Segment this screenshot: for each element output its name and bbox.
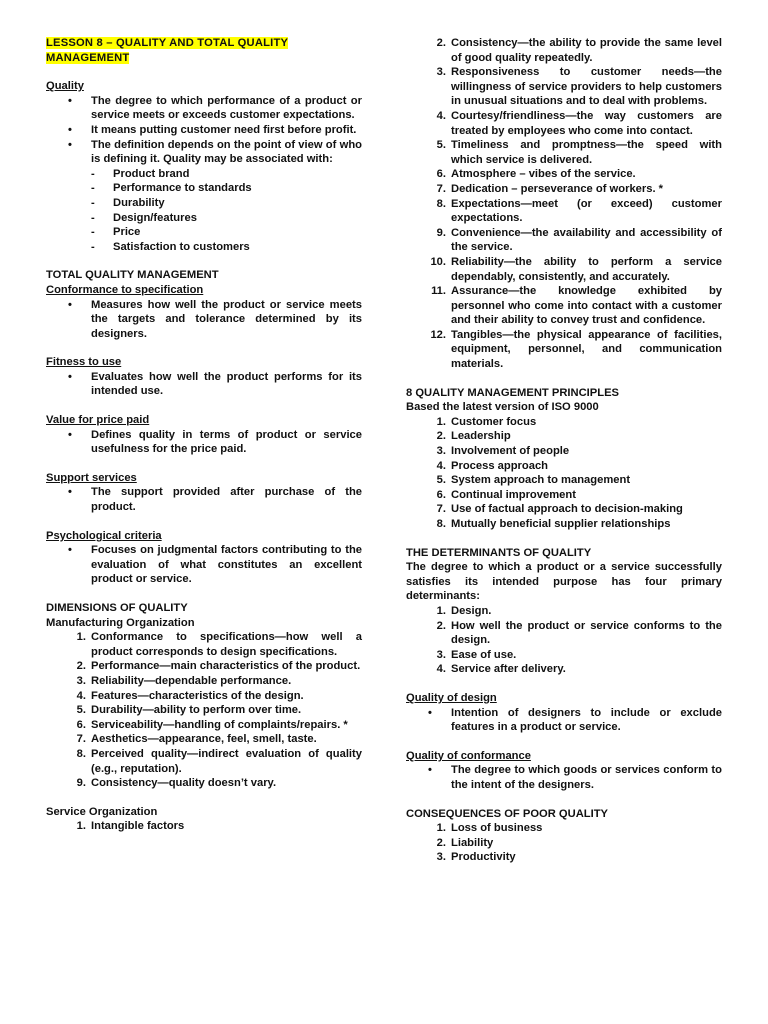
list-text: How well the product or service conforms to the design. bbox=[451, 619, 722, 647]
conformance-heading: Conformance to specification bbox=[46, 283, 204, 296]
list-number: 9. bbox=[436, 226, 446, 239]
association-item: - Price bbox=[91, 225, 362, 240]
consequences-heading: CONSEQUENCES OF POOR QUALITY bbox=[406, 807, 609, 820]
list-number: 3. bbox=[436, 851, 446, 864]
list-item bbox=[406, 517, 722, 532]
association-item: - Performance to standards bbox=[91, 181, 362, 196]
list-text: Productivity bbox=[451, 851, 516, 864]
list-item bbox=[406, 226, 722, 255]
list-text: Reliability—the ability to perform a service dependably, consistently, and accurately. bbox=[451, 255, 722, 283]
list-text: Intangible factors bbox=[91, 820, 185, 833]
list-text: Consistency—quality doesn’t vary. bbox=[91, 777, 277, 790]
list-item bbox=[406, 429, 722, 444]
list-text: Involvement of people bbox=[451, 445, 570, 458]
service-list-start bbox=[46, 819, 362, 834]
determinants-heading: THE DETERMINANTS OF QUALITY bbox=[406, 546, 592, 559]
association-item: - Design/features bbox=[91, 211, 362, 226]
fitness-heading: Fitness to use bbox=[46, 356, 122, 369]
association-item: - Durability bbox=[91, 196, 362, 211]
support-heading: Support services bbox=[46, 471, 137, 484]
fitness-bullet: • Evaluates how well the product performs for its intended use. bbox=[46, 370, 362, 399]
list-item bbox=[46, 689, 362, 704]
list-number: 2. bbox=[436, 430, 446, 443]
quality-bullet-3-text: The definition depends on the point of view of who is defining it. Quality may be associated with: bbox=[91, 138, 362, 166]
quality-bullet-3 bbox=[46, 138, 362, 255]
list-number: 7. bbox=[436, 503, 446, 516]
list-item bbox=[46, 703, 362, 718]
quality-of-design-heading: Quality of design bbox=[406, 691, 497, 704]
list-number: 6. bbox=[436, 168, 446, 181]
list-text: Features—characteristics of the design. bbox=[91, 689, 304, 702]
list-text: Ease of use. bbox=[451, 648, 517, 661]
list-item bbox=[406, 167, 722, 182]
psych-heading: Psychological criteria bbox=[46, 529, 162, 542]
list-number: 9. bbox=[76, 777, 86, 790]
list-number: 1. bbox=[436, 604, 446, 617]
list-number: 6. bbox=[76, 718, 86, 731]
manufacturing-list bbox=[46, 630, 362, 791]
list-number: 1. bbox=[436, 415, 446, 428]
list-item bbox=[406, 502, 722, 517]
list-item bbox=[406, 138, 722, 167]
list-text: Design. bbox=[451, 604, 492, 617]
list-text: Tangibles—the physical appearance of facilities, equipment, personnel, and communication materials. bbox=[451, 328, 722, 371]
principles-subheading: Based the latest version of ISO 9000 bbox=[406, 401, 599, 414]
fitness-bullets bbox=[46, 370, 362, 399]
list-number: 3. bbox=[436, 445, 446, 458]
list-number: 2. bbox=[436, 836, 446, 849]
list-item bbox=[406, 65, 722, 109]
determinants-intro: The degree to which a product or a service successfully satisfies its intended purpose has four primary determinants: bbox=[406, 561, 722, 603]
conformance-bullets bbox=[46, 298, 362, 342]
association-item: - Product brand bbox=[91, 167, 362, 182]
quality-of-design-bullet: • Intention of designers to include or exclude features in a product or service. bbox=[406, 706, 722, 735]
list-number: 5. bbox=[436, 474, 446, 487]
list-item bbox=[406, 109, 722, 138]
value-bullet: • Defines quality in terms of product or service usefulness for the price paid. bbox=[46, 428, 362, 457]
list-number: 3. bbox=[436, 66, 446, 79]
list-number: 8. bbox=[436, 518, 446, 530]
list-number: 12. bbox=[430, 328, 446, 341]
list-text: Service after delivery. bbox=[451, 663, 566, 676]
list-number: 2. bbox=[436, 37, 446, 49]
quality-of-conformance-heading: Quality of conformance bbox=[406, 749, 531, 762]
dimensions-heading: DIMENSIONS OF QUALITY bbox=[46, 602, 188, 614]
list-text: Serviceability—handling of complaints/repairs. * bbox=[91, 718, 348, 731]
list-number: 4. bbox=[436, 459, 446, 472]
list-item bbox=[406, 36, 722, 65]
manufacturing-heading: Manufacturing Organization bbox=[46, 616, 195, 629]
list-text: Leadership bbox=[451, 430, 511, 443]
list-text: Responsiveness to customer needs—the willingness of service providers to help customers in unusual situations and to deal with problems. bbox=[451, 66, 722, 108]
list-item bbox=[406, 255, 722, 284]
list-item bbox=[46, 747, 362, 776]
list-number: 6. bbox=[436, 488, 446, 501]
list-item bbox=[406, 662, 722, 677]
list-item bbox=[406, 182, 722, 197]
quality-bullet-1: • The degree to which performance of a product or service meets or exceeds customer expectations. bbox=[46, 94, 362, 123]
list-text: Expectations—meet (or exceed) customer expectations. bbox=[451, 197, 722, 225]
list-item bbox=[46, 718, 362, 733]
list-item bbox=[406, 821, 722, 836]
left-column bbox=[46, 36, 362, 834]
list-item bbox=[46, 674, 362, 689]
list-number: 4. bbox=[436, 109, 446, 122]
list-item bbox=[46, 732, 362, 747]
list-number: 1. bbox=[436, 822, 446, 835]
list-text: Reliability—dependable performance. bbox=[91, 674, 292, 687]
list-item bbox=[406, 444, 722, 459]
quality-bullets bbox=[46, 94, 362, 255]
list-text: Process approach bbox=[451, 459, 549, 472]
list-number: 3. bbox=[436, 648, 446, 661]
conformance-bullet: • Measures how well the product or service meets the targets and tolerance determined by its designers. bbox=[46, 298, 362, 342]
service-list-continued bbox=[406, 36, 722, 372]
support-bullet: • The support provided after purchase of the product. bbox=[46, 485, 362, 514]
service-heading: Service Organization bbox=[46, 805, 158, 818]
list-item bbox=[406, 459, 722, 474]
list-item bbox=[406, 197, 722, 226]
list-text: Conformance to specifications—how well a product corresponds to design specifications. bbox=[91, 631, 362, 658]
quality-associations bbox=[91, 167, 362, 255]
list-number: 8. bbox=[436, 197, 446, 210]
list-number: 10. bbox=[430, 255, 446, 268]
list-item bbox=[406, 488, 722, 503]
list-number: 4. bbox=[436, 663, 446, 676]
list-item bbox=[406, 836, 722, 851]
list-number: 3. bbox=[76, 674, 86, 687]
tqm-heading: TOTAL QUALITY MANAGEMENT bbox=[46, 269, 219, 282]
support-bullets bbox=[46, 485, 362, 514]
list-item bbox=[46, 630, 362, 659]
association-item: - Satisfaction to customers bbox=[91, 240, 362, 255]
value-heading: Value for price paid bbox=[46, 414, 150, 427]
list-text: Customer focus bbox=[451, 415, 537, 428]
quality-of-conformance-bullet: • The degree to which goods or services conform to the intent of the designers. bbox=[406, 763, 722, 792]
psych-bullet: • Focuses on judgmental factors contributing to the evaluation of what constitutes an excellent product or service. bbox=[46, 543, 362, 587]
list-number: 4. bbox=[76, 689, 86, 702]
list-item bbox=[46, 776, 362, 791]
list-number: 8. bbox=[76, 747, 86, 760]
list-text: Consistency—the ability to provide the same level of good quality repeatedly. bbox=[451, 37, 722, 64]
list-text: Atmosphere – vibes of the service. bbox=[451, 168, 636, 181]
list-item bbox=[406, 473, 722, 488]
list-text: Performance—main characteristics of the product. bbox=[91, 660, 361, 673]
list-text: Durability—ability to perform over time. bbox=[91, 704, 302, 717]
quality-heading: Quality bbox=[46, 80, 84, 93]
list-text: Continual improvement bbox=[451, 488, 576, 501]
list-item bbox=[46, 819, 362, 834]
list-text: Assurance—the knowledge exhibited by personnel who come into contact with a customer and their ability to convey trust and confidence. bbox=[451, 285, 722, 327]
list-text: System approach to management bbox=[451, 474, 631, 487]
value-bullets bbox=[46, 428, 362, 457]
list-text: Convenience—the availability and accessibility of the service. bbox=[451, 226, 722, 254]
list-number: 5. bbox=[436, 139, 446, 152]
list-text: Liability bbox=[451, 836, 494, 849]
list-text: Use of factual approach to decision-making bbox=[451, 503, 683, 516]
list-text: Dedication – perseverance of workers. * bbox=[451, 182, 664, 195]
quality-of-conformance-bullets bbox=[406, 763, 722, 792]
principles-heading: 8 QUALITY MANAGEMENT PRINCIPLES bbox=[406, 386, 619, 399]
list-item bbox=[46, 659, 362, 674]
lesson-title: LESSON 8 – QUALITY AND TOTAL QUALITY MANAGEMENT bbox=[46, 37, 289, 64]
list-item bbox=[406, 328, 722, 372]
list-text: Perceived quality—indirect evaluation of quality (e.g., reputation). bbox=[91, 747, 362, 775]
list-item bbox=[406, 284, 722, 328]
list-text: Aesthetics—appearance, feel, smell, taste. bbox=[91, 733, 317, 746]
lesson-title-block bbox=[46, 36, 362, 65]
right-column bbox=[406, 36, 722, 865]
list-item bbox=[406, 850, 722, 865]
quality-of-design-bullets bbox=[406, 706, 722, 735]
list-number: 11. bbox=[431, 285, 446, 298]
list-text: Mutually beneficial supplier relationships bbox=[451, 518, 671, 530]
list-item bbox=[406, 619, 722, 648]
list-number: 2. bbox=[436, 619, 446, 632]
list-number: 1. bbox=[76, 631, 86, 644]
list-number: 7. bbox=[436, 182, 446, 195]
list-text: Courtesy/friendliness—the way customers are treated by employees who come into contact. bbox=[451, 109, 722, 137]
list-text: Loss of business bbox=[451, 822, 543, 835]
consequences-list bbox=[406, 821, 722, 865]
list-item bbox=[406, 648, 722, 663]
list-item bbox=[406, 415, 722, 430]
psych-bullets bbox=[46, 543, 362, 587]
list-text: Timeliness and promptness—the speed with which service is delivered. bbox=[451, 139, 722, 166]
determinants-list bbox=[406, 604, 722, 677]
list-number: 7. bbox=[76, 733, 86, 746]
list-number: 2. bbox=[76, 660, 86, 673]
principles-list bbox=[406, 415, 722, 532]
list-item bbox=[406, 604, 722, 619]
list-number: 1. bbox=[76, 820, 86, 833]
quality-bullet-2: • It means putting customer need first before profit. bbox=[46, 123, 362, 138]
list-number: 5. bbox=[76, 704, 86, 717]
